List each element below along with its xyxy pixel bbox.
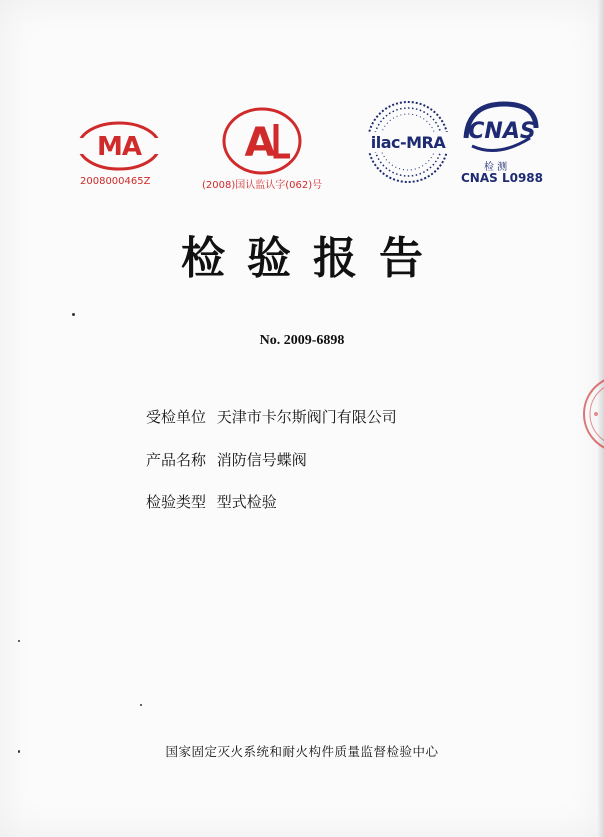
- issuing-organization: 国家固定灭火系统和耐火构件质量监督检验中心: [165, 744, 439, 759]
- svg-text:MA: MA: [97, 132, 141, 162]
- info-value: 消防信号蝶阀: [216, 451, 307, 469]
- info-row-inspection-type: [146, 491, 277, 512]
- report-number: No. 2009-6898: [259, 333, 345, 348]
- report-title: 检验报告: [181, 233, 445, 284]
- info-value: 天津市卡尔斯阀门有限公司: [216, 408, 397, 426]
- cma-logo: [76, 120, 162, 172]
- cnas-sub-label: 检 测: [484, 162, 508, 173]
- svg-text:CNAS: CNAS: [468, 119, 536, 144]
- info-label: 产品名称: [146, 451, 207, 469]
- scan-speck: [72, 313, 75, 316]
- ilac-mra-logo: [364, 98, 452, 186]
- svg-text:A: A: [244, 120, 276, 166]
- info-label: 检验类型: [146, 493, 207, 511]
- info-row-inspected-unit: [146, 406, 397, 427]
- svg-text:ilac-MRA: ilac-MRA: [370, 133, 446, 152]
- cnas-logo: [458, 98, 542, 160]
- cal-cert-number: (2008)国认监认字(062)号: [202, 180, 323, 191]
- info-label: 受检单位: [146, 408, 207, 426]
- cal-logo: [220, 106, 304, 176]
- cnas-accreditation-code: CNAS L0988: [461, 171, 544, 185]
- scan-speck: [140, 704, 142, 706]
- red-seal-stamp: [578, 372, 604, 456]
- info-value: 型式检验: [216, 493, 277, 511]
- info-row-product-name: [146, 449, 307, 470]
- cma-cert-number: 2008000465Z: [80, 176, 151, 187]
- scan-speck: [18, 640, 20, 642]
